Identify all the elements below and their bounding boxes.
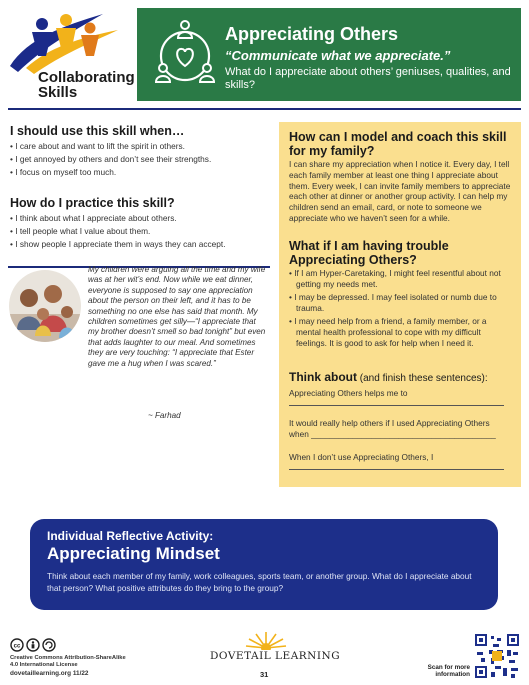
activity-label: Individual Reflective Activity: <box>47 529 214 543</box>
site-and-date: dovetaillearning.org 11/22 <box>10 670 89 677</box>
list-item: • I tell people what I value about them. <box>10 225 260 238</box>
list-item: • I get annoyed by others and don’t see their strengths. <box>10 153 260 166</box>
think-about-suffix: (and finish these sentences): <box>357 373 488 384</box>
logo-line-2: Skills <box>38 84 78 101</box>
family-story: My children were arguing all the time and my wife was at her wit’s end. Now while we eat dinner, everyone is supposed to say one appreciation about the person on their left, and it has to be something no one else has said that month. My children sometimes get silly—“I appreciate that my brother doesn’t smell so bad tonight” but even that adds laughter to our meal. And sometimes they are very touching: “I appreciate that Ester gave me a hug when I was scared.” <box>88 265 266 368</box>
sentence-prompt-1: Appreciating Others helps me to <box>289 388 408 398</box>
dovetail-brand: DOVETAIL LEARNING <box>210 650 341 662</box>
list-item: • I show people I appreciate them in ways they can accept. <box>10 238 260 251</box>
list-item: • I may be depressed. I may feel isolated or numb due to trauma. <box>289 292 511 313</box>
skill-title: Appreciating Others <box>225 24 399 44</box>
trouble-heading: What if I am having trouble Appreciating Others? <box>289 239 449 267</box>
creative-commons-icon <box>10 638 58 652</box>
license-line-2: 4.0 International License <box>10 662 78 668</box>
sentence-prompt-2: It would really help others if I used Appreciating Others when ________________________________________ <box>289 418 496 439</box>
skill-header <box>137 8 521 101</box>
list-item: • I focus on myself too much. <box>10 166 260 179</box>
family-coaching-box <box>279 122 521 487</box>
sentence-prompt-3: When I don’t use Appreciating Others, I <box>289 452 434 462</box>
page-number: 31 <box>260 670 269 679</box>
story-author: ~ Farhad <box>148 411 181 420</box>
reflective-activity-panel <box>30 519 498 610</box>
list-item: • I care about and want to lift the spirit in others. <box>10 140 260 153</box>
license-line-1: Creative Commons Attribution-ShareAlike <box>10 655 126 661</box>
figures-logo-icon <box>8 8 136 78</box>
people-circle-heart-icon <box>154 20 216 86</box>
model-heading: How can I model and coach this skill for my family? <box>289 130 507 158</box>
use-skill-list <box>10 140 260 179</box>
use-skill-heading: I should use this skill when… <box>10 124 185 138</box>
think-about-label: Think about <box>289 370 357 384</box>
skill-quote: “Communicate what we appreciate.” <box>225 48 451 63</box>
qr-code-icon[interactable] <box>473 632 521 680</box>
list-item: • I think about what I appreciate about others. <box>10 212 260 225</box>
logo-line-1: Collaborating <box>38 69 135 86</box>
collaborating-skills-logo <box>8 8 136 104</box>
model-text: I can share my appreciation when I notice it. Every day, I tell each family member at least one thing I appreciate about them. Every week, I can invite family members to appreciate each other at dinner or another group activity. I can help my children send an email, card, or note to someone we appreciate who we haven’t seen for a while. <box>289 159 511 223</box>
trouble-list <box>289 268 511 351</box>
skill-subtitle: What do I appreciate about others’ geniuses, qualities, and skills? <box>225 66 511 91</box>
practice-heading: How do I practice this skill? <box>10 196 175 210</box>
think-about-heading <box>289 370 488 384</box>
list-item: • If I am Hyper-Caretaking, I might feel resentful about not getting my needs met. <box>289 268 511 289</box>
sunburst-logo-icon <box>244 630 288 650</box>
activity-text: Think about each member of my family, work colleagues, sports team, or another group. What do I appreciate about that person? What positive attributes do they bring to the group? <box>47 571 472 593</box>
family-photo <box>9 270 81 342</box>
answer-line-3[interactable] <box>289 469 504 470</box>
answer-line-1[interactable] <box>289 405 504 406</box>
activity-title: Appreciating Mindset <box>47 544 220 563</box>
practice-list <box>10 212 260 251</box>
svg-text:cc: cc <box>13 643 21 650</box>
header-divider <box>8 108 521 110</box>
scan-caption: Scan for more information <box>427 664 470 678</box>
list-item: • I may need help from a friend, a family member, or a mental health professional to cope with my difficult feelings. It is good to ask for help when I need it. <box>289 316 511 348</box>
